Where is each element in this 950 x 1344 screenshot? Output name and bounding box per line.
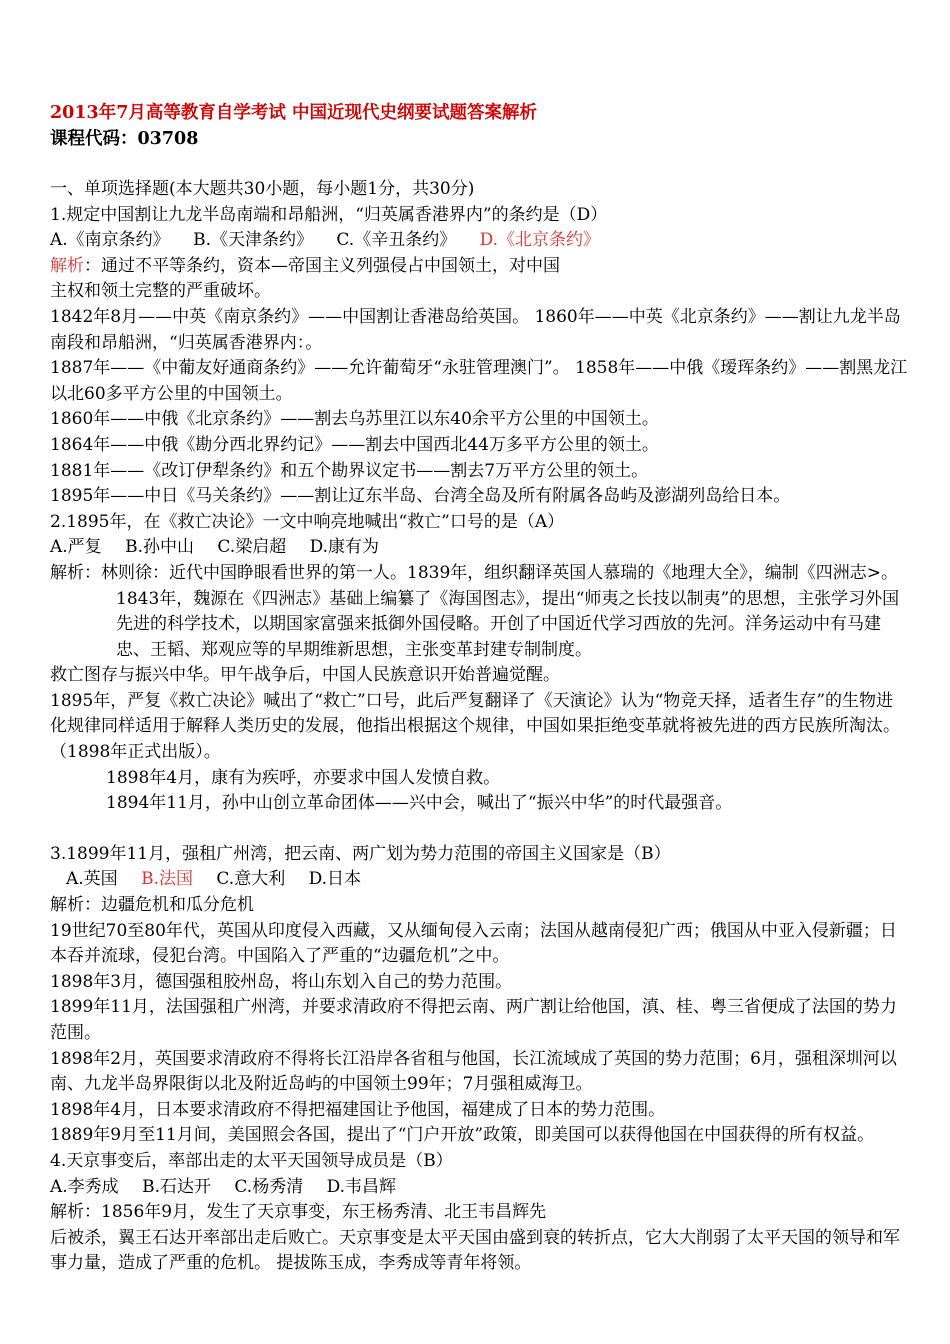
paragraph: 1881年——《改订伊犁条约》和五个勘界议定书——割去7万平方公里的领土。 <box>50 460 649 481</box>
paragraph: 1864年——中俄《勘分西北界约记》——割去中国西北44万多平方公里的领土。 <box>50 434 659 455</box>
course-code: 课程代码：03708 <box>50 129 199 149</box>
option-d: D.韦昌辉 <box>326 1176 397 1197</box>
analysis-text: ：通过不平等条约，资本—帝国主义列强侵占中国领土，对中国 <box>84 255 560 276</box>
option-b-answer: B.法国 <box>141 869 193 890</box>
document-title: 2013年7月高等教育自学考试 中国近现代史纲要试题答案解析 <box>50 103 537 123</box>
option-c: C.梁启超 <box>217 537 287 558</box>
option-a: A.李秀成 <box>50 1176 119 1197</box>
question-4-options <box>50 1175 910 1201</box>
option-c: C.《辛丑条约》 <box>336 230 457 251</box>
paragraph: 1894年11月，孙中山创立革命团体——兴中会，喊出了“振兴中华”的时代最强音。 <box>106 793 733 814</box>
document-page <box>50 100 910 1277</box>
option-a: A.英国 <box>66 869 118 890</box>
question-3-stem: 3.1899年11月，强租广州湾，把云南、两广划为势力范围的帝国主义国家是（B） <box>50 843 671 864</box>
paragraph: 1898年4月，康有为疾呼，亦要求中国人发愤自救。 <box>106 767 501 788</box>
paragraph: 1899年11月，法国强租广州湾，并要求清政府不得把云南、两广割让给他国，滇、桂、粤三省便成了法国的势力范围。 <box>50 997 897 1043</box>
question-4-stem: 4.天京事变后，率部出走的太平天国领导成员是（B） <box>50 1150 453 1171</box>
analysis-text: 主权和领土完整的严重破坏。 <box>50 281 271 302</box>
spacer <box>50 817 910 842</box>
analysis-line <box>50 254 910 280</box>
spacer <box>50 152 910 177</box>
paragraph: 解析：林则徐：近代中国睁眼看世界的第一人。1839年，组织翻译英国人慕瑞的《地理大全》，编制《四洲志>。 <box>50 562 899 583</box>
paragraph: 1889年9月至11月间，美国照会各国，提出了“门户开放”政策，即美国可以获得他国在中国获得的所有权益。 <box>50 1125 875 1146</box>
paragraph: 1898年2月，英国要求清政府不得将长江沿岸各省租与他国，长江流域成了英国的势力范围；6月，强租深圳河以南、九龙半岛界限街以北及附近岛屿的中国领土99年；7月强租威海卫。 <box>50 1048 897 1095</box>
option-b-answer: B.石达开 <box>142 1176 211 1197</box>
paragraph: 1898年4月，日本要求清政府不得把福建国让予他国，福建成了日本的势力范围。 <box>50 1099 666 1120</box>
option-a: A.《南京条约》 <box>50 230 170 251</box>
question-1-stem: 1.规定中国割让九龙半岛南端和昂船洲，“归英属香港界内”的条约是（D） <box>50 204 608 225</box>
option-d-answer: D.《北京条约》 <box>479 230 601 251</box>
paragraph: 救亡图存与振兴中华。甲午战争后，中国人民族意识开始普遍觉醒。 <box>50 665 560 686</box>
question-3-options <box>50 867 910 893</box>
section-heading: 一、单项选择题(本大题共30小题，每小题1分，共30分) <box>50 179 475 199</box>
paragraph: 1898年3月，德国强租胶州岛，将山东划入自己的势力范围。 <box>50 971 513 992</box>
paragraph: 1843年，魏源在《四洲志》基础上编纂了《海国图志》，提出“师夷之长技以制夷”的思想，主张学习外国先进的科学技术，以期国家富强来抵御外国侵略。开创了中国近代学习西放的先河。洋务运动中有马建忠、王韬、郑观应等的早期维新思想，主张变革封建专制制度。 <box>116 588 900 660</box>
question-2-stem: 2.1895年，在《救亡决论》一文中响亮地喊出“救亡”口号的是（A） <box>50 511 565 532</box>
paragraph: 1887年——《中葡友好通商条约》——允许葡萄牙“永驻管理澳门”。 1858年——中俄《瑷珲条约》——割黑龙江以北60多平方公里的中国领土。 <box>50 358 908 404</box>
paragraph: 后被杀，翼王石达开率部出走后败亡。天京事变是太平天国由盛到衰的转折点，它大大削弱了太平天国的领导和军事力量，造成了严重的危机。 提拔陈玉成，李秀成等青年将领。 <box>50 1227 900 1274</box>
paragraph: 1842年8月——中英《南京条约》——中国割让香港岛给英国。 1860年——中英《北京条约》——割让九龙半岛南段和昂船洲，“归英属香港界内：。 <box>50 306 901 353</box>
paragraph: 19世纪70至80年代，英国从印度侵入西藏，又从缅甸侵入云南；法国从越南侵犯广西；俄国从中亚入侵新疆；日本吞并流球，侵犯台湾。中国陷入了严重的“边疆危机”之中。 <box>50 920 897 967</box>
paragraph: 1895年——中日《马关条约》——割让辽东半岛、台湾全岛及所有附属各岛屿及澎湖列岛给日本。 <box>50 486 791 507</box>
option-d: D.康有为 <box>309 537 380 558</box>
paragraph: 解析：1856年9月，发生了天京事变，东王杨秀清、北王韦昌辉先 <box>50 1202 547 1223</box>
paragraph: 解析：边疆危机和瓜分危机 <box>50 895 254 916</box>
option-b: B.《天津条约》 <box>193 230 313 251</box>
option-c: C.意大利 <box>216 869 286 890</box>
question-2-options <box>50 535 910 561</box>
option-c: C.杨秀清 <box>234 1176 304 1197</box>
option-b: B.孙中山 <box>125 537 194 558</box>
paragraph: 1895年，严复《救亡决论》喊出了“救亡”口号，此后严复翻译了《天演论》认为“物竞天择，适者生存”的生物进化规律同样适用于解释人类历史的发展，他指出根据这个规律，中国如果拒绝变革就将被先进的西方民族所淘汰。（1898年正式出版）。 <box>50 690 900 763</box>
analysis-label: 解析 <box>50 255 84 276</box>
option-d: D.日本 <box>308 869 362 890</box>
question-1-options <box>50 228 910 254</box>
option-a-answer: A.严复 <box>50 537 102 558</box>
paragraph: 1860年——中俄《北京条约》——割去乌苏里江以东40余平方公里的中国领土。 <box>50 409 659 430</box>
